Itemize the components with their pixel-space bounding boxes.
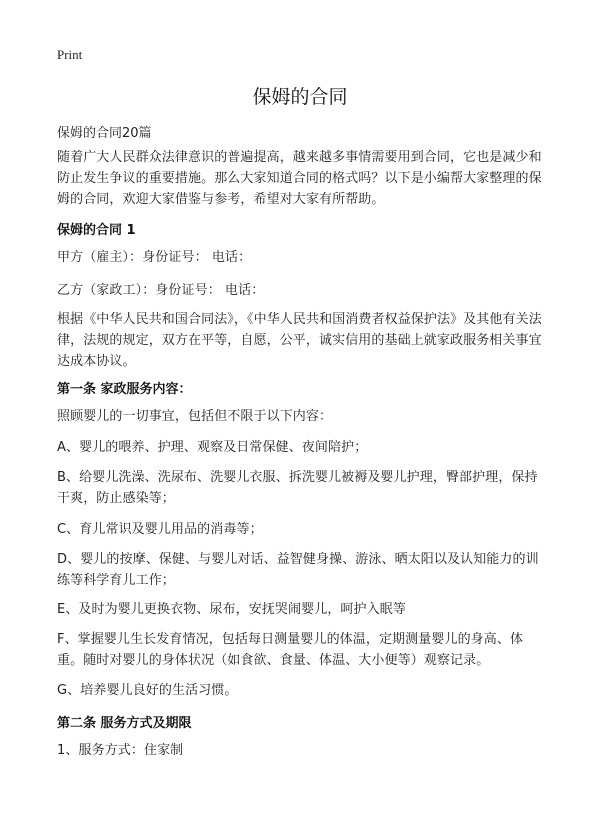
- intro-paragraph: 随着广大人民群众法律意识的普遍提高，越来越多事情需要用到合同，它也是减少和防止发生争议的重要措施。那么大家知道合同的格式吗？以下是小编帮大家整理的保姆的合同，欢迎大家借鉴与参考，希望对大家有所帮助。: [57, 150, 542, 207]
- service-item-e: E、及时为婴儿更换衣物、尿布，安抚哭闹婴儿，呵护入眠等: [57, 602, 406, 617]
- article-1-intro: 照顾婴儿的一切事宜，包括但不限于以下内容：: [57, 409, 333, 424]
- service-item-c: C、育儿常识及婴儿用品的消毒等；: [57, 522, 263, 537]
- document-subtitle: 保姆的合同20篇: [57, 126, 152, 141]
- service-item-f: F、掌握婴儿生长发育情况，包括每日测量婴儿的体温，定期测量婴儿的身高、体重。随时对婴儿的身体状况（如食欲、食量、体温、大小便等）观察记录。: [57, 632, 524, 668]
- print-link[interactable]: Print: [57, 47, 83, 62]
- service-item-d: D、婴儿的按摩、保健、与婴儿对话、益智健身操、游泳、晒太阳以及认知能力的训练等科学育儿工作；: [57, 552, 539, 588]
- service-item-b: B、给婴儿洗澡、洗尿布、洗婴儿衣服、拆洗婴儿被褥及婴儿护理，臀部护理，保持干爽，防止感染等；: [57, 470, 538, 506]
- legal-basis-paragraph: 根据《中华人民共和国合同法》，《中华人民共和国消费者权益保护法》及其他有关法律，法规的规定，双方在平等，自愿，公平，诚实信用的基础上就家政服务相关事宜达成本协议。: [57, 312, 542, 369]
- service-mode-line: 1、服务方式：住家制: [57, 743, 184, 758]
- section-heading-contract-1: 保姆的合同 1: [57, 223, 136, 238]
- party-b-line: 乙方（家政工）：身份证号： 电话：: [57, 283, 265, 298]
- service-item-g: G、培养婴儿良好的生活习惯。: [57, 683, 238, 698]
- page-title: 保姆的合同: [252, 86, 348, 108]
- article-1-heading: 第一条 家政服务内容：: [57, 382, 192, 397]
- party-a-line: 甲方（雇主）：身份证号： 电话：: [57, 250, 252, 265]
- service-item-a: A、婴儿的喂养、护理、观察及日常保健、夜间陪护；: [57, 440, 368, 455]
- article-2-heading: 第二条 服务方式及期限: [57, 716, 192, 731]
